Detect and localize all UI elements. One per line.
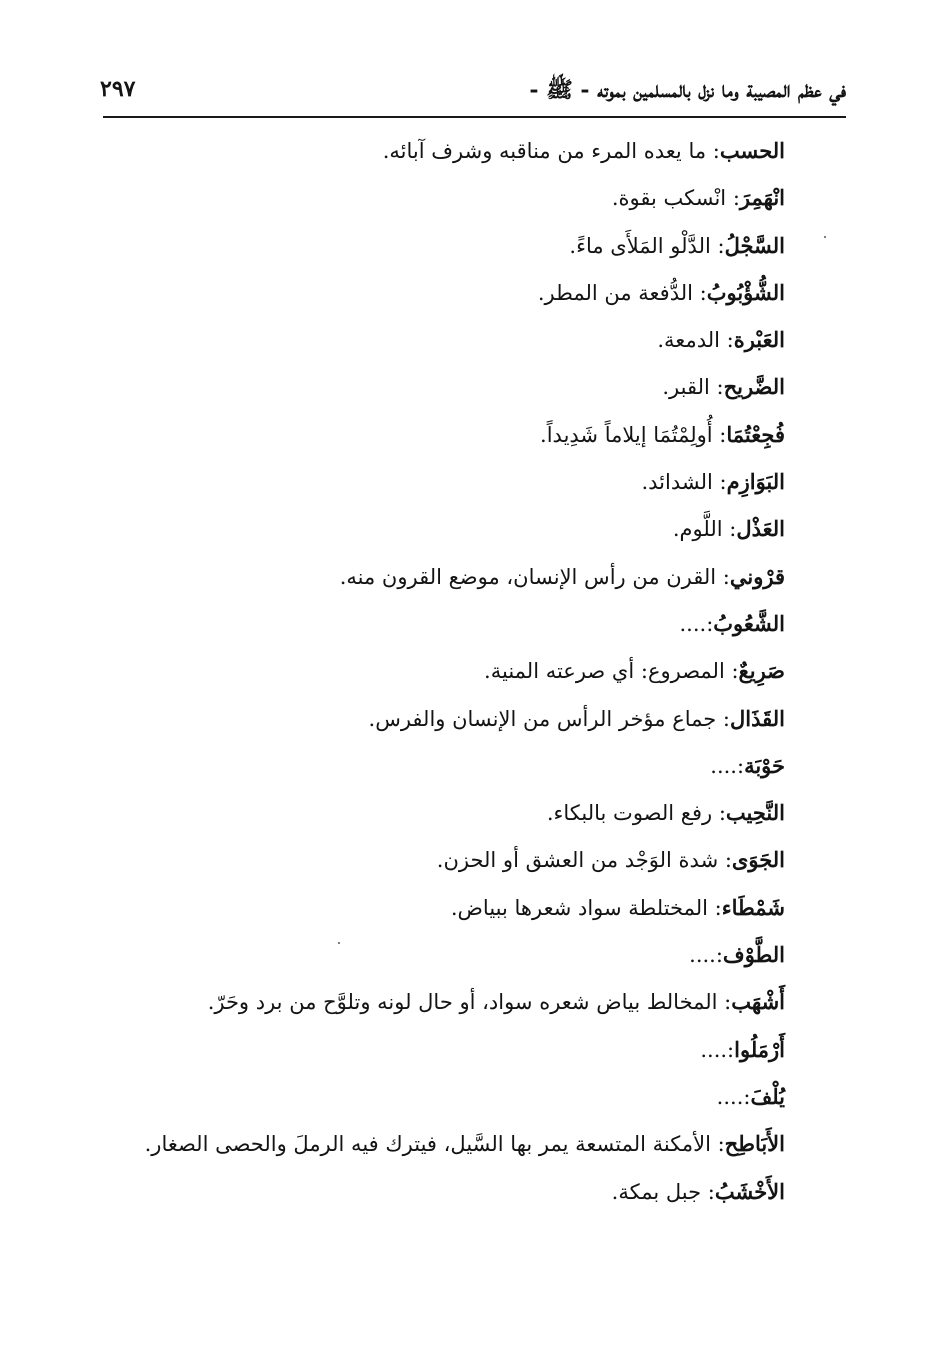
entry-term: الشَّعُوبُ	[713, 610, 785, 636]
glossary-entry	[165, 891, 785, 938]
glossary-entry	[165, 134, 785, 181]
entry-term: فُجِعْتُمَا	[726, 421, 785, 447]
running-title: في عظم المصيبة وما نزل بالمسلمين بموته - ﷺ -	[529, 77, 846, 103]
entry-definition: : اللَّوم.	[672, 517, 737, 542]
entry-term: الحسب	[719, 138, 785, 163]
entry-term: يُلْفَ	[750, 1083, 785, 1109]
page-header	[100, 72, 846, 116]
glossary-entry	[165, 843, 785, 890]
glossary-entry	[165, 276, 785, 323]
glossary-entry	[165, 560, 785, 607]
glossary-entry	[165, 465, 785, 512]
glossary-entry	[165, 654, 785, 701]
entry-definition: : جبل بمكة.	[611, 1179, 715, 1204]
entry-definition: : ما يعده المرء من مناقبه وشرف آبائه.	[382, 139, 720, 163]
entry-term: العَبْرة	[733, 327, 785, 353]
entry-definition: :....	[689, 943, 723, 968]
entry-term: الأَخْشَبُ	[714, 1178, 785, 1204]
entry-term: الضَّريح	[723, 374, 785, 400]
glossary-list	[144, 134, 785, 1222]
entry-term: أَرْمَلُوا	[734, 1036, 785, 1062]
entry-definition: : الأمكنة المتسعة يمر بها السَّيل، فيترك فيه الرملَ والحصى الصغار.	[144, 1132, 725, 1157]
entry-definition: : الدُّفعة من المطر.	[537, 280, 707, 305]
entry-definition: : القرن من رأس الإنسان، موضع القرون منه.	[339, 564, 730, 589]
entry-definition: : الدَّلْو المَلأَى ماءً.	[569, 233, 725, 258]
glossary-entry	[165, 1175, 785, 1222]
glossary-entry	[144, 1127, 785, 1174]
entry-definition: : المصروع: أي صرعته المنية.	[484, 659, 739, 684]
glossary-entry	[165, 418, 785, 465]
glossary-entry	[165, 370, 785, 417]
entry-term: انْهَمِرَ	[739, 185, 785, 211]
entry-definition: : الدمعة.	[657, 328, 734, 353]
entry-term: صَرِيعٌ	[738, 658, 785, 684]
entry-term: الأَبَاطِح	[724, 1131, 785, 1157]
entry-term: السَّجْلُ	[724, 232, 785, 258]
entry-term: شَمْطَاء	[721, 894, 785, 920]
page-number: ٢٩٧	[100, 76, 136, 102]
entry-definition: : انْسكب بقوة.	[611, 186, 740, 211]
entry-term: العَذْل	[736, 516, 785, 542]
entry-definition: :....	[710, 753, 745, 778]
entry-definition: : جماع مؤخر الرأس من الإنسان والفرس.	[368, 706, 731, 731]
entry-definition: : شدة الوَجْد من العشق أو الحزن.	[436, 848, 732, 873]
entry-term: أَشْهَب	[731, 989, 785, 1015]
entry-term: النَّحِيب	[725, 800, 785, 826]
entry-definition: : أُولِمْتُمَا إيلاماً شَدِيداً.	[540, 422, 727, 447]
entry-definition: :....	[700, 1037, 735, 1062]
entry-definition: : رفع الصوت بالبكاء.	[546, 801, 726, 826]
glossary-entry	[165, 1080, 785, 1127]
glossary-entry	[165, 702, 785, 749]
entry-term: الجَوَى	[731, 847, 785, 873]
entry-definition: : القبر.	[662, 375, 724, 400]
glossary-entry	[165, 938, 785, 985]
glossary-entry	[165, 229, 785, 276]
scan-speck	[824, 236, 826, 238]
entry-term: القَذَال	[730, 705, 785, 731]
entry-term: الطَّوْف	[722, 942, 785, 968]
glossary-entry	[165, 181, 785, 228]
entry-definition: : المختلطة سواد شعرها ببياض.	[450, 895, 722, 920]
header-rule	[103, 116, 846, 118]
glossary-entry	[165, 512, 785, 559]
entry-definition: :....	[716, 1084, 751, 1109]
glossary-entry	[165, 323, 785, 370]
glossary-entry	[165, 796, 785, 843]
glossary-entry	[165, 985, 785, 1032]
glossary-entry	[165, 607, 785, 654]
glossary-entry	[165, 1033, 785, 1080]
entry-definition: : الشدائد.	[641, 470, 727, 495]
entry-term: الشُّؤْبُوبُ	[706, 279, 785, 305]
entry-term: البَوَازِم	[726, 469, 785, 495]
entry-term: قرْوني	[729, 563, 785, 589]
entry-definition: :....	[679, 611, 714, 636]
entry-definition: : المخالط بياض شعره سواد، أو حال لونه وتلوَّح من برد وحَرّ.	[207, 990, 732, 1015]
entry-term: حَوْبَة	[744, 752, 785, 778]
glossary-entry	[165, 749, 785, 796]
scan-speck	[338, 942, 340, 944]
